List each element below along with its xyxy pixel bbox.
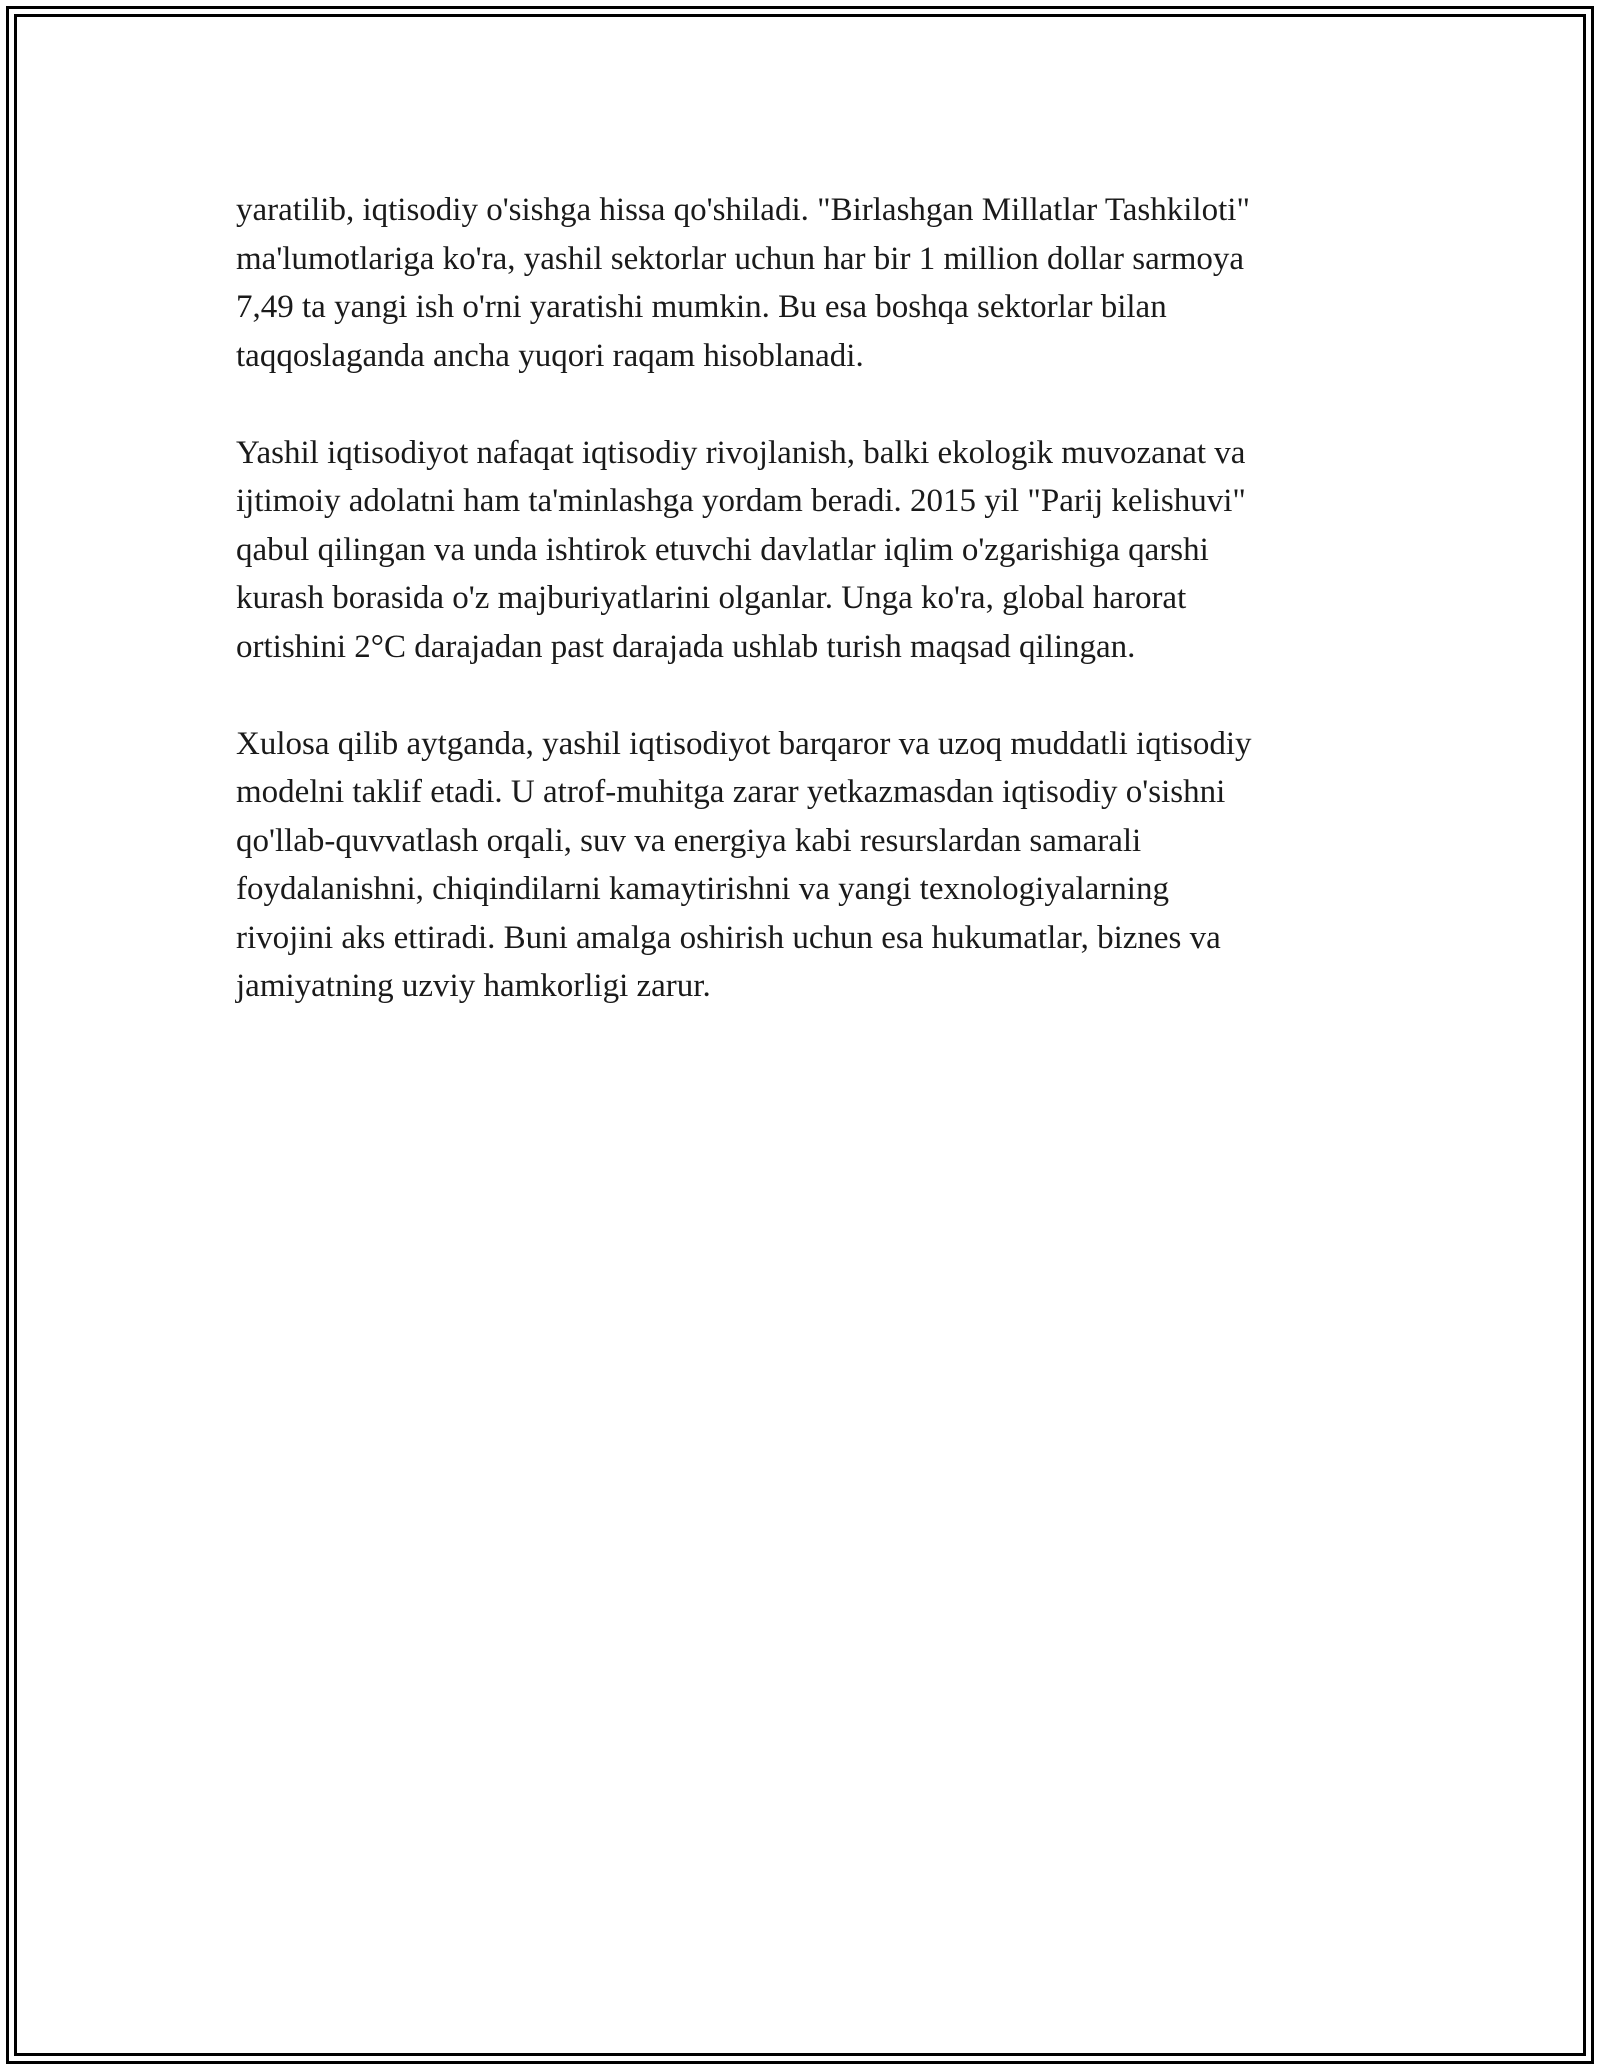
paragraph-conclusion: Xulosa qilib aytganda, yashil iqtisodiyot barqaror va uzoq muddatli iqtisodiy modelni taklif etadi. U atrof-muhitga zarar yetkazmasdan iqtisodiy o'sishni qo'llab-quvvatlash orqali, suv va energiya kabi resurslardan samarali foydalanishni, chiqindilarni kamaytirishni va yangi texnologiyalarning rivojini aks ettiradi. Buni amalga oshirish uchun esa hukumatlar, biznes va jamiyatning uzviy hamkorligi zarur. (236, 725, 1252, 1004)
paragraph-paris-agreement: Yashil iqtisodiyot nafaqat iqtisodiy rivojlanish, balki ekologik muvozanat va ijtimoiy adolatni ham ta'minlashga yordam beradi. 2015 yil "Parij kelishuvi" qabul qilingan va unda ishtirok etuvchi davlatlar iqlim o'zgarishiga qarshi kurash borasida o'z majburiyatlarini olganlar. Unga ko'ra, global harorat ortishini 2°C darajadan past darajada ushlab turish maqsad qilingan. (236, 434, 1246, 665)
paragraph-job-creation: yaratilib, iqtisodiy o'sishga hissa qo'shiladi. "Birlashgan Millatlar Tashkiloti" ma'lumotlariga ko'ra, yashil sektorlar uchun har bir 1 million dollar sarmoya 7,49 ta yangi ish o'rni yaratishi mumkin. Bu esa boshqa sektorlar bilan taqqoslaganda ancha yuqori raqam hisoblanadi. (236, 192, 1250, 374)
document-body (236, 186, 1376, 1059)
